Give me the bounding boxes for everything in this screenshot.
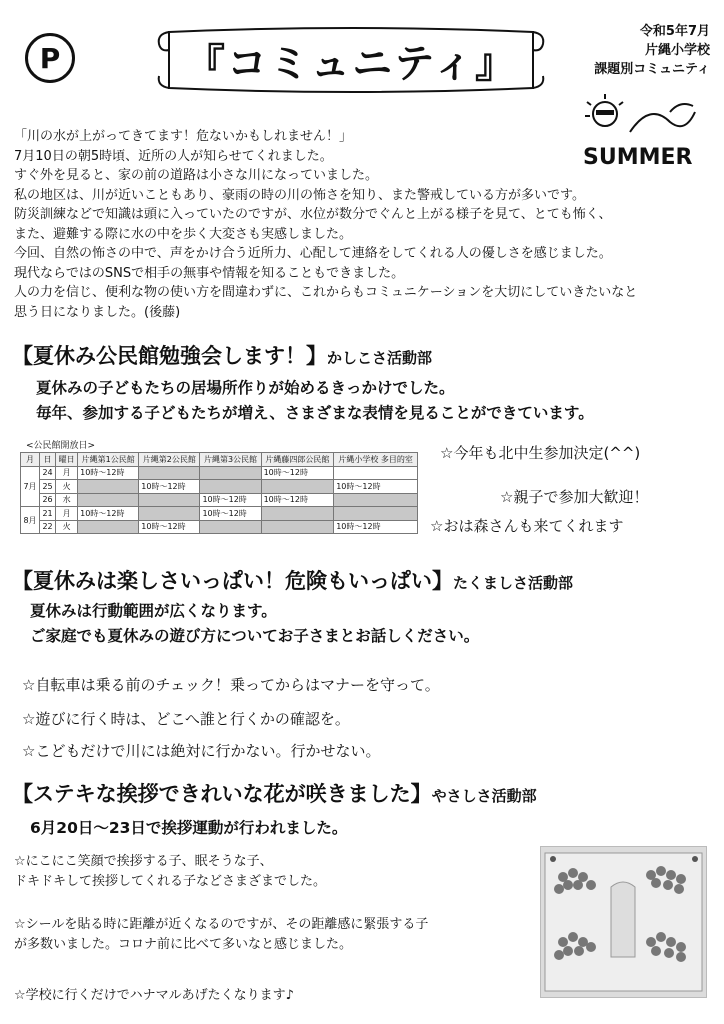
- schedule-caption: <公民館開放日>: [26, 441, 96, 451]
- summer-lettering: SUMMER: [583, 145, 693, 170]
- section2-note-1: ☆自転車は乗る前のチェック！乗ってからはマナーを守って。: [22, 676, 440, 694]
- section2-title: 【夏休みは楽しさいっぱい！危険もいっぱい】たくましさ活動部: [12, 569, 574, 593]
- section3-headline: 6月20日～23日で挨拶運動が行われました。: [30, 819, 348, 837]
- section3-paragraph-2: ☆シールを貼る時に距離が近くなるのですが、その距離感に緊張する子 が多数いました。コロナ前に比べて多いなと感じました。: [14, 917, 429, 952]
- sticker-board-photo: [540, 846, 707, 998]
- issue-date: 令和5年7月: [639, 24, 710, 39]
- p-badge: P: [25, 33, 75, 83]
- section2-note-3: ☆こどもだけで川には絶対に行かない。行かせない。: [22, 742, 381, 760]
- table-row: 8月 21 月 10時～12時 10時～12時: [21, 507, 418, 521]
- section2-note-2: ☆遊びに行く時は、どこへ誰と行くかの確認を。: [22, 710, 350, 728]
- page-title: 『コミュニティ』: [185, 40, 517, 87]
- table-row: 26 水 10時～12時 10時～12時: [21, 493, 418, 507]
- header-meta: [560, 22, 710, 79]
- section1-title: 【夏休み公民館勉強会します！】かしこさ活動部: [12, 344, 433, 368]
- section3-paragraph-1: ☆にこにこ笑顔で挨拶する子、眠そうな子、 ドキドキして挨拶してくれる子などさまざまでした。: [14, 854, 327, 889]
- section2-tag: たくましさ活動部: [453, 574, 574, 592]
- table-header-row: 月 日 曜日 片縄第1公民館 片縄第2公民館 片縄第3公民館 片縄藤四郎公民館 片縄小学校 多目的室: [21, 453, 418, 467]
- section1-note-3: ☆おは森さんも来てくれます: [430, 517, 624, 535]
- school-name: 片縄小学校: [644, 43, 710, 58]
- table-row: 7月 24 月 10時～12時 10時～12時: [21, 466, 418, 480]
- section1-note-2: ☆親子で参加大歓迎！: [500, 488, 649, 506]
- section3-tag: やさしさ活動部: [431, 787, 537, 805]
- schedule-table: [20, 452, 418, 534]
- table-row: 25 火 10時～12時 10時～12時: [21, 480, 418, 494]
- section1-note-1: ☆今年も北中生参加決定(^^): [440, 444, 641, 462]
- section3-title: 【ステキな挨拶できれいな花が咲きました】やさしさ活動部: [12, 782, 537, 806]
- department-name: 課題別コミュニティ: [594, 62, 710, 77]
- section1-body: 夏休みの子どもたちの居場所作りが始めるきっかけでした。 毎年、参加する子どもたちが増え、さまざまな表情を見ることができています。: [36, 379, 594, 422]
- section2-body: 夏休みは行動範囲が広くなります。 ご家庭でも夏休みの遊び方についてお子さまとお話しください。: [30, 602, 480, 645]
- table-row: 22 火 10時～12時 10時～12時: [21, 520, 418, 534]
- section3-paragraph-3: ☆学校に行くだけでハナマルあげたくなります♪: [14, 988, 294, 1003]
- intro-text: 「川の水が上がってきてます！危ないかもしれません！」 7月10日の朝5時頃、近所の人が知らせてくれました。 すぐ外を見ると、家の前の道路は小さな川になっていました。 私の地区は、川が近いこともあり、豪雨の時の川の怖さを知り、また警戒している方が多いです。 防災訓練などで知識は頭に入っていたのですが、水位が数分でぐんと上がる様子を見て、とても怖く、 また、避難する際に水の中を歩く大変さも実感しました。 今回、自然の怖さの中で、声をかけ合う近所力、心配して連絡をしてくれる人の優しさを感じました。 現代ならではのSNSで相手の無事や情報を知ることもできました。 人の力を信じ、便利な物の使い方を間違わずに、これからもコミュニケーションを大切にしていきたいなと 思う日になりました。(後藤): [14, 129, 638, 320]
- section1-tag: かしこさ活動部: [327, 349, 433, 367]
